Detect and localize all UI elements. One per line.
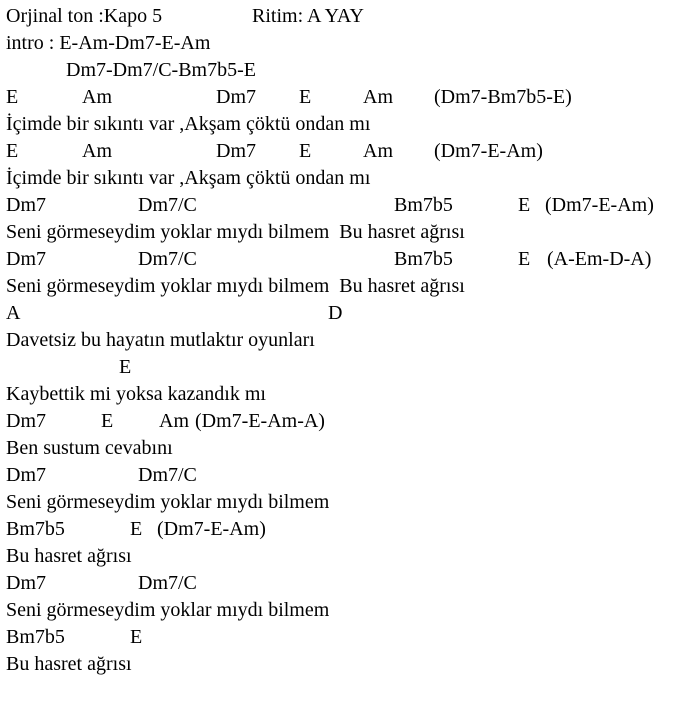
intro-chords: intro : E-Am-Dm7-E-Am [6, 32, 211, 54]
chord-line [0, 517, 266, 541]
lyric: Bu hasret ağrısı [6, 545, 132, 567]
lyric-line [0, 328, 315, 352]
chord: Bm7b5 [6, 626, 65, 648]
lyric: Bu hasret ağrısı [6, 653, 132, 675]
chord: E [6, 140, 19, 162]
chord: (Dm7-Bm7b5-E) [434, 86, 572, 108]
lyric: İçimde bir sıkıntı var ,Akşam çöktü ondan mı [6, 167, 371, 189]
chord: A [6, 302, 21, 324]
lyric: Seni görmeseydim yoklar mıydı bilmem Bu hasret ağrısı [6, 221, 465, 243]
lyric-line [0, 652, 132, 676]
intro-line [0, 31, 211, 55]
lyric: Seni görmeseydim yoklar mıydı bilmem Bu hasret ağrısı [6, 275, 465, 297]
chord: Dm7 [216, 140, 256, 162]
chord-line [0, 301, 343, 325]
rhythm-text: Ritim: A YAY [252, 5, 364, 27]
chord: E [101, 410, 114, 432]
lyric: Kaybettik mi yoksa kazandık mı [6, 383, 266, 405]
lyric-line [0, 220, 465, 244]
chord: Dm7/C [138, 194, 197, 216]
lyric-line [0, 598, 330, 622]
chord: (Dm7-E-Am) [434, 140, 543, 162]
chord: D [328, 302, 343, 324]
header-line [0, 4, 364, 28]
chord: Dm7 [6, 194, 46, 216]
chord: Am [82, 86, 112, 108]
chord: E [299, 86, 312, 108]
lyric-line [0, 112, 371, 136]
chord: E [299, 140, 312, 162]
chord: E [518, 194, 531, 216]
chord: Dm7/C [138, 464, 197, 486]
chord: Bm7b5 [394, 248, 453, 270]
chord: (Dm7-E-Am) [545, 194, 654, 216]
lyric-line [0, 166, 371, 190]
chord: E [130, 626, 143, 648]
chord: Bm7b5 [6, 518, 65, 540]
chord: (Dm7-E-Am-A) [195, 410, 325, 432]
lyric-line [0, 382, 266, 406]
chord: Am [82, 140, 112, 162]
chord-line [0, 571, 197, 595]
chord-line [0, 625, 143, 649]
chord-line [0, 247, 652, 271]
chord-line [0, 193, 654, 217]
chord: (A-Em-D-A) [547, 248, 652, 270]
lyric-line [0, 436, 173, 460]
chord-line [0, 409, 325, 433]
chord: (Dm7-E-Am) [157, 518, 266, 540]
chord: E [518, 248, 531, 270]
chord-line [0, 463, 197, 487]
intro-line-2 [0, 58, 256, 82]
chord: E [130, 518, 143, 540]
chord: Am [363, 86, 393, 108]
chord: Am [159, 410, 189, 432]
lyric: Seni görmeseydim yoklar mıydı bilmem [6, 491, 330, 513]
chord-line [0, 355, 132, 379]
lyric: İçimde bir sıkıntı var ,Akşam çöktü ondan mı [6, 113, 371, 135]
intro-chords-2: Dm7-Dm7/C-Bm7b5-E [66, 59, 256, 81]
chord: Dm7 [6, 410, 46, 432]
lyric: Seni görmeseydim yoklar mıydı bilmem [6, 599, 330, 621]
chord: Bm7b5 [394, 194, 453, 216]
chord: Dm7 [6, 248, 46, 270]
chord-line [0, 139, 543, 163]
lyric: Ben sustum cevabını [6, 437, 173, 459]
chord: Dm7 [6, 572, 46, 594]
chord: E [6, 86, 19, 108]
chord: E [119, 356, 132, 378]
original-key-text: Orjinal ton :Kapo 5 [6, 5, 163, 27]
chord-line [0, 85, 572, 109]
chord: Dm7/C [138, 572, 197, 594]
lyric: Davetsiz bu hayatın mutlaktır oyunları [6, 329, 315, 351]
chord: Am [363, 140, 393, 162]
chord: Dm7 [6, 464, 46, 486]
lyric-line [0, 544, 132, 568]
lyric-line [0, 490, 330, 514]
lyric-line [0, 274, 465, 298]
chord: Dm7/C [138, 248, 197, 270]
chord: Dm7 [216, 86, 256, 108]
